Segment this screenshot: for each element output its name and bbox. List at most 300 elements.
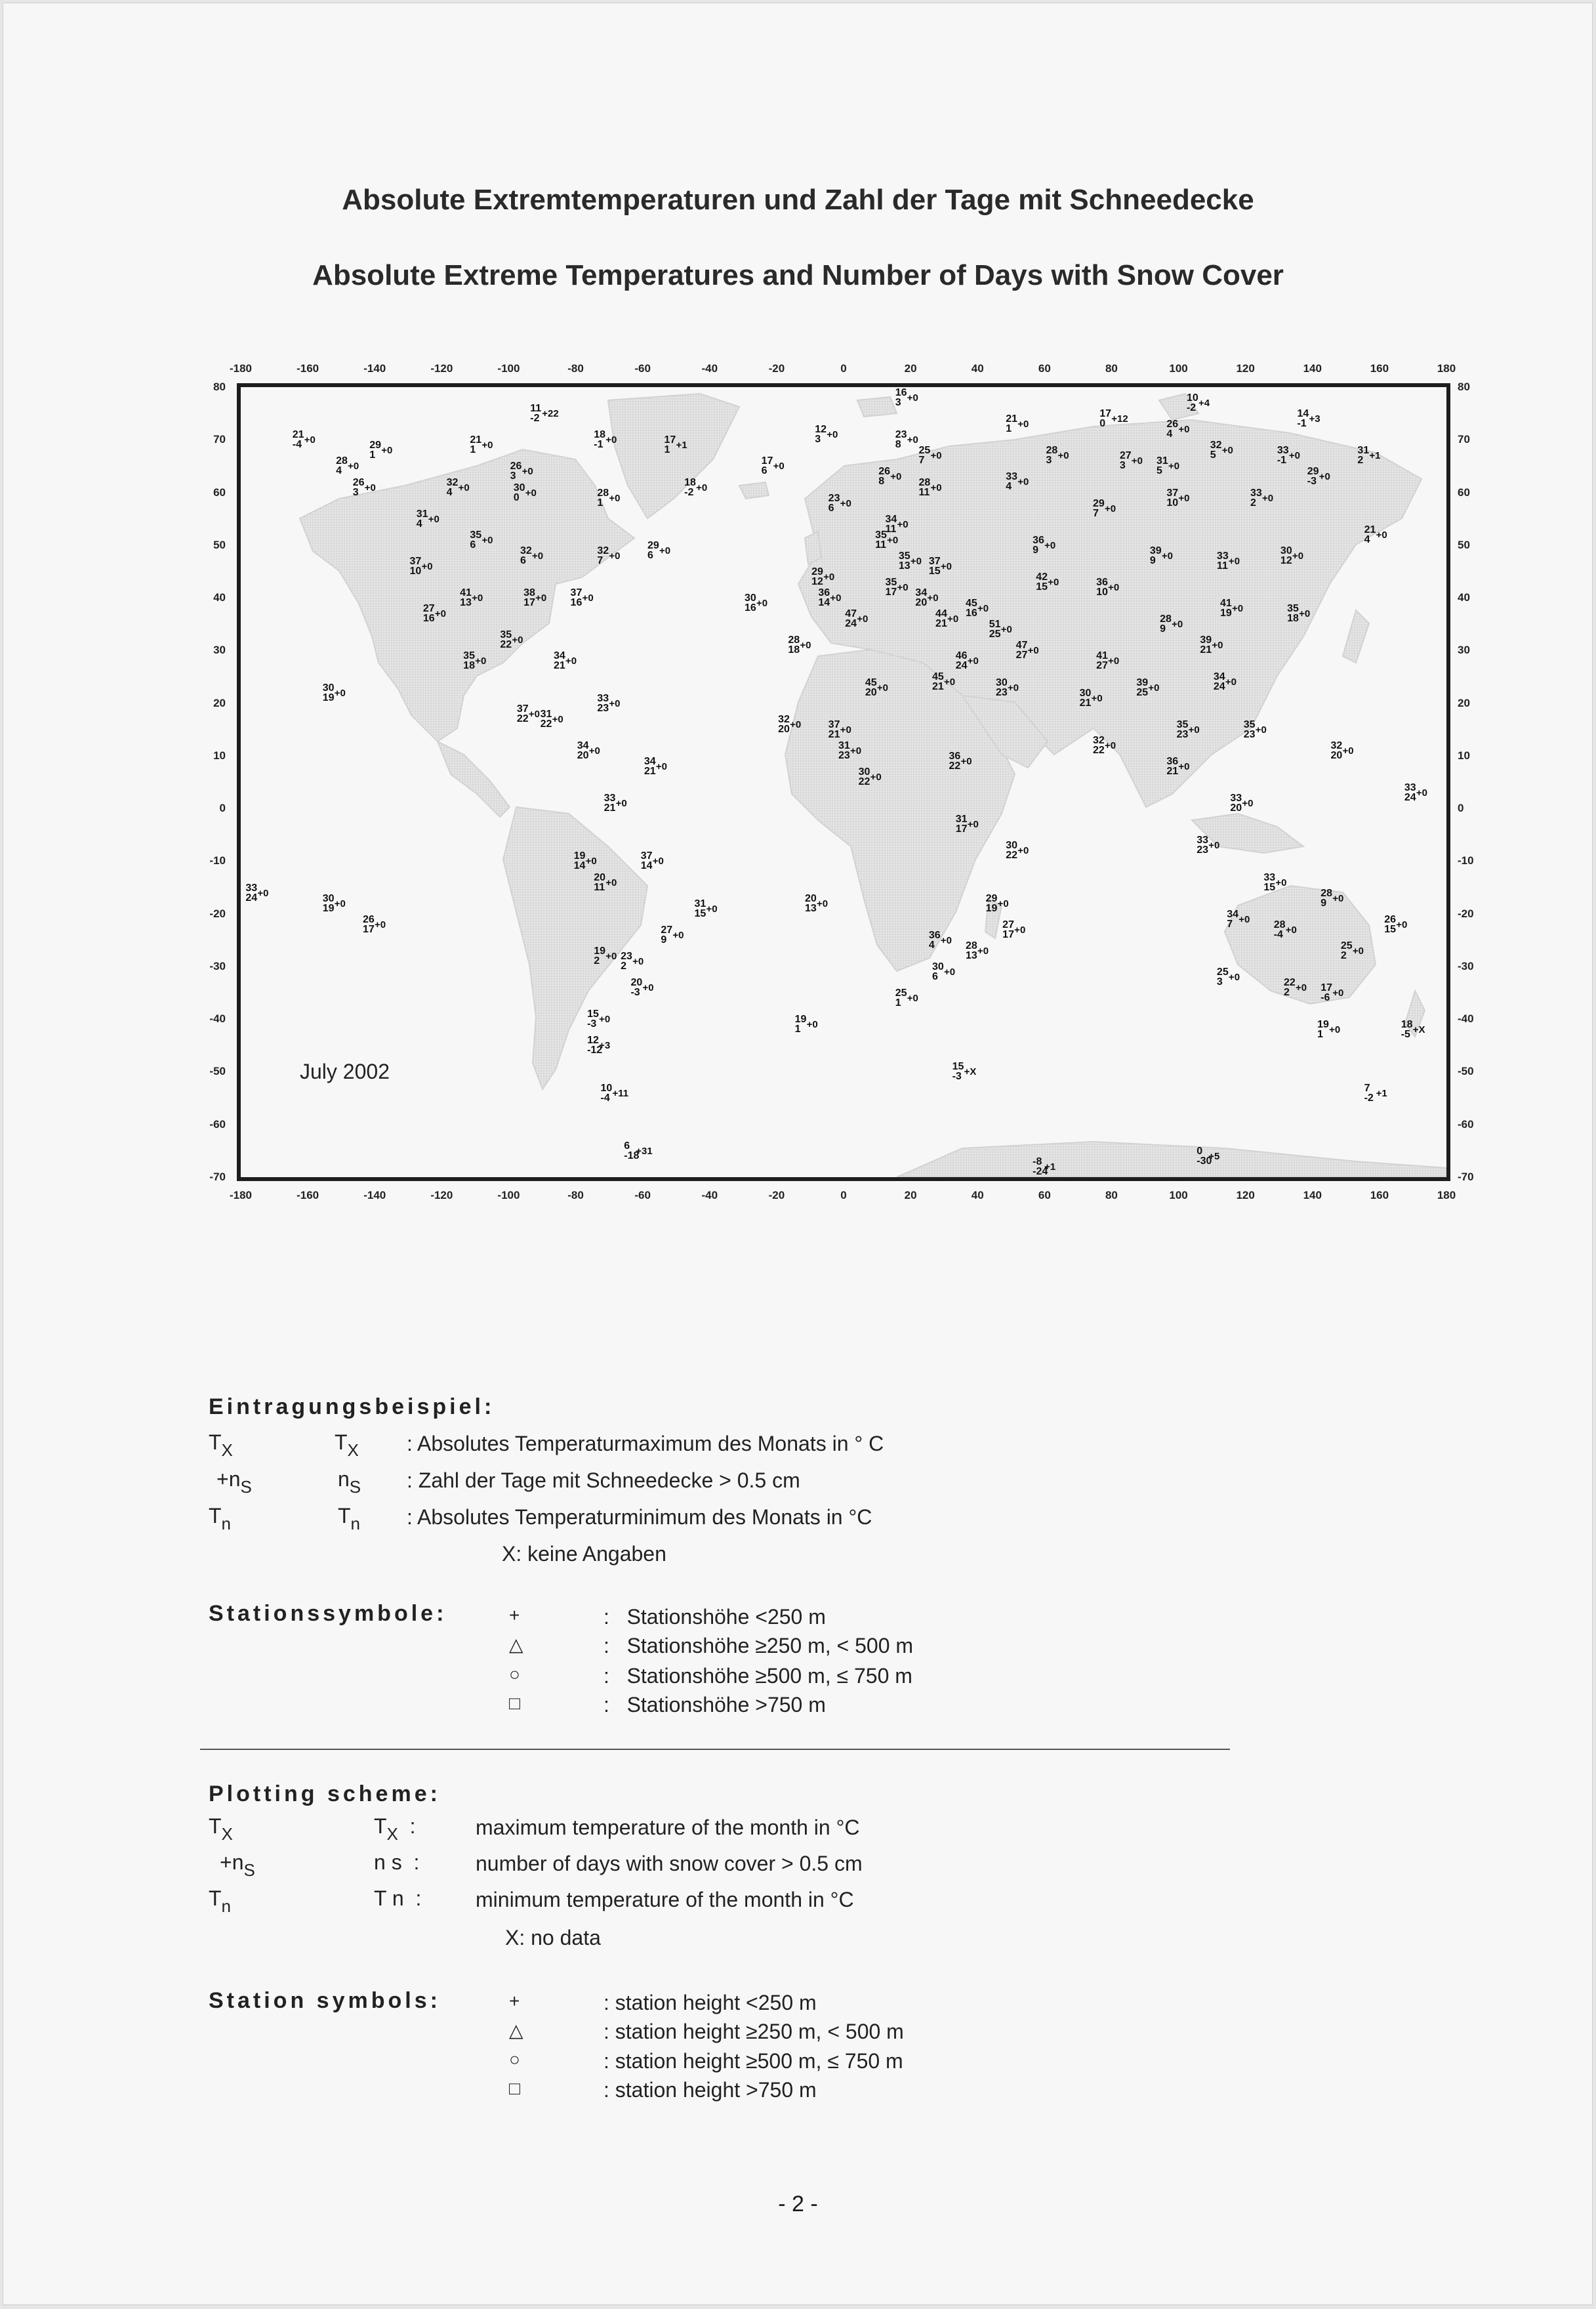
station-plot	[966, 598, 989, 619]
station-tmin: 23	[838, 749, 850, 761]
station-tmax: 26	[363, 913, 375, 925]
station-tmin: 10	[409, 565, 422, 577]
station-tmax: 17	[761, 455, 773, 467]
station-snow-days: + 0	[1319, 472, 1330, 482]
station-tmin: 4	[1006, 481, 1012, 493]
station-tmin: 17	[1002, 928, 1014, 940]
station-tmin: 11	[1216, 560, 1228, 572]
station-snow-days: + 0	[605, 951, 617, 961]
station-plot	[1273, 919, 1297, 940]
station-snow-days: + 0	[1238, 915, 1250, 925]
station-snow-days: + 0	[616, 799, 627, 808]
station-snow-days: + 0	[1416, 788, 1427, 798]
station-tmax: 34	[1213, 671, 1225, 683]
station-snow-days: + 0	[773, 461, 785, 471]
station-tmin: -2	[1364, 1092, 1374, 1104]
station-tmax: 26	[510, 461, 522, 472]
station-plot	[1093, 734, 1116, 756]
station-plot	[865, 676, 888, 698]
station-plot	[1307, 466, 1330, 488]
station-plot	[898, 550, 922, 572]
station-tmax: 32	[1210, 440, 1222, 451]
station-tmin: 1	[1317, 1029, 1323, 1041]
station-snow-days: + 0	[1212, 640, 1223, 650]
station-tmax: 35	[898, 550, 911, 562]
lat-tick-right: -60	[1458, 1117, 1474, 1131]
station-plot	[573, 850, 597, 872]
station-tmax: 31	[1156, 455, 1168, 467]
station-tmin: 25	[1136, 686, 1149, 698]
station-tmin: 24	[1404, 792, 1416, 804]
station-tmin: -18	[624, 1150, 640, 1161]
station-plot	[804, 892, 829, 914]
lat-tick-right: -70	[1458, 1171, 1474, 1183]
station-tmin: 21	[1200, 644, 1212, 656]
station-snow-days: + 0	[381, 446, 392, 455]
station-tmax: 33	[1216, 550, 1229, 562]
lon-tick-top: -40	[701, 362, 718, 375]
station-tmax: 21	[1364, 524, 1376, 535]
station-tmin: 15	[1263, 881, 1276, 893]
station-plot	[597, 487, 621, 509]
symbol-en-4: : station height >750 m	[604, 2078, 817, 2102]
station-snow-days: + 22	[542, 409, 558, 419]
station-tmax: 16	[895, 387, 907, 399]
station-tmax: 26	[352, 476, 365, 488]
station-tmin: 21	[604, 802, 616, 814]
station-snow-days: + 1	[1376, 1089, 1387, 1098]
title-english: Absolute Extreme Temperatures and Number of Days with Snow Cover	[312, 259, 1284, 291]
station-tmin: 1	[369, 449, 376, 461]
station-tmax: 21	[1006, 413, 1018, 425]
station-snow-days: + 0	[586, 856, 597, 866]
station-plot	[510, 461, 533, 482]
lon-tick-top: -60	[634, 362, 651, 375]
station-snow-days: + 0	[609, 551, 620, 561]
station-tmax: 34	[1227, 908, 1239, 920]
lat-tick-left: 30	[213, 644, 226, 657]
lat-tick-right: -20	[1458, 907, 1474, 920]
lon-tick-bottom: 120	[1236, 1189, 1255, 1201]
station-plot	[1357, 445, 1381, 467]
station-tmax: 32	[597, 545, 609, 556]
station-plot	[1176, 718, 1200, 740]
station-snow-days: + 0	[857, 614, 868, 624]
station-tmin: 13	[460, 597, 472, 609]
station-tmin: 16	[422, 613, 435, 625]
station-tmin: 13	[804, 902, 817, 914]
world-map	[237, 383, 1450, 1181]
station-snow-days: + 0	[1162, 551, 1173, 561]
station-tmax: 14	[1297, 408, 1309, 420]
lon-tick-top: -20	[768, 362, 785, 375]
station-tmin: 3	[352, 486, 359, 498]
station-tmin: 23	[1176, 728, 1189, 740]
station-tmin: 6	[470, 539, 476, 551]
station-snow-days: + 0	[1108, 583, 1119, 593]
station-plot	[1384, 913, 1408, 935]
station-tmin: 15	[928, 565, 941, 577]
station-snow-days: + 0	[257, 888, 268, 898]
station-snow-days: + 1	[676, 440, 687, 450]
station-plot	[918, 476, 942, 498]
station-plot	[1401, 1019, 1425, 1041]
station-tmin: -3	[630, 987, 640, 999]
section-divider	[200, 1749, 1230, 1750]
station-snow-days: + 0	[1329, 1025, 1340, 1035]
station-snow-days: + 0	[1275, 878, 1286, 888]
station-tmax: 33	[1277, 445, 1289, 457]
station-plot	[1227, 908, 1250, 930]
station-tmin: 19	[985, 902, 998, 914]
station-snow-days: + 0	[335, 899, 346, 909]
station-tmin: 3	[1046, 455, 1052, 467]
station-plot	[513, 482, 537, 503]
station-tmax: 26	[1384, 913, 1396, 925]
lat-tick-right: 70	[1458, 433, 1470, 446]
station-tmax: 19	[594, 945, 606, 957]
lon-tick-bottom: 180	[1437, 1189, 1456, 1201]
station-plot	[885, 577, 909, 598]
station-tmax: 37	[828, 718, 840, 730]
station-snow-days: + 0	[1343, 746, 1354, 756]
station-tmax: 30	[513, 482, 525, 493]
station-snow-days: + 0	[944, 967, 955, 977]
station-snow-days: + 0	[823, 572, 834, 582]
lat-tick-right: 30	[1458, 644, 1470, 657]
legend-de-no-data: X: keine Angaben	[502, 1542, 666, 1566]
station-tmin: 21	[828, 728, 840, 740]
lon-tick-top: 100	[1169, 362, 1188, 375]
lon-tick-bottom: -180	[229, 1189, 253, 1201]
station-tmin: 9	[1160, 623, 1166, 635]
station-plot	[1320, 982, 1344, 1004]
station-tmax: 37	[640, 850, 653, 862]
station-tmin: 13	[966, 949, 977, 961]
station-snow-days: + 0	[907, 393, 918, 403]
station-tmin: -3	[587, 1018, 597, 1030]
station-plot	[895, 988, 918, 1009]
station-tmin: 0	[1099, 418, 1106, 430]
lat-tick-right: -50	[1458, 1065, 1474, 1078]
station-snow-days: + 0	[1148, 683, 1159, 693]
station-tmin: 6	[520, 554, 526, 566]
lon-tick-top: -160	[297, 362, 319, 375]
station-snow-days: + 0	[522, 467, 533, 476]
station-tmax: 15	[587, 1009, 599, 1020]
station-tmax: 34	[644, 755, 656, 767]
station-plot	[1015, 640, 1039, 661]
station-tmin: 21	[1166, 765, 1179, 777]
station-plot	[1320, 887, 1344, 909]
station-snow-days: + 0	[1229, 556, 1240, 566]
station-plot	[1297, 408, 1320, 430]
station-plot	[1287, 603, 1311, 625]
station-snow-days: + 0	[1332, 894, 1343, 904]
station-snow-days: + 0	[977, 946, 989, 956]
station-tmin: 15	[1384, 923, 1396, 935]
station-tmax: 33	[597, 692, 609, 704]
station-tmax: 27	[1119, 450, 1132, 462]
station-tmax: 34	[885, 513, 897, 525]
legend-en-row-3-desc: minimum temperature of the month in °C	[476, 1888, 854, 1911]
station-tmin: 10	[1096, 587, 1108, 598]
lon-tick-bottom: 80	[1105, 1189, 1118, 1201]
station-snow-days: + 0	[1105, 741, 1116, 751]
station-snow-days: + 0	[897, 520, 908, 530]
station-tmax: 32	[1330, 739, 1343, 751]
station-tmin: 20	[778, 723, 790, 735]
station-tmin: 3	[1216, 976, 1223, 988]
station-snow-days: + 0	[807, 1020, 818, 1030]
triangle-icon: △	[509, 2020, 523, 2041]
lon-tick-top: 60	[1038, 362, 1051, 375]
station-tmin: 4	[336, 465, 342, 477]
station-plot	[1166, 755, 1190, 777]
lat-tick-left: -50	[209, 1065, 226, 1078]
station-tmin: 18	[788, 644, 800, 656]
station-plot	[1166, 487, 1190, 509]
station-snow-days: + 0	[589, 746, 600, 756]
station-tmax: 28	[1273, 919, 1286, 930]
station-tmax: 33	[1250, 487, 1262, 499]
station-tmin: 20	[865, 686, 877, 698]
legend-de-row-2-col1: $+n_S$	[216, 1467, 252, 1497]
station-plot	[995, 676, 1019, 698]
station-tmax: 37	[928, 555, 941, 567]
station-plot	[621, 950, 644, 972]
station-plot	[845, 608, 869, 630]
station-tmax: 35	[470, 529, 482, 541]
station-snow-days: + 0	[659, 546, 670, 556]
station-plot	[1166, 419, 1190, 440]
station-snow-days: + 0	[907, 993, 918, 1003]
station-tmax: 10	[1186, 392, 1198, 404]
station-snow-days: + 0	[1256, 725, 1267, 735]
legend-de-row-2-col2: $n_S$	[338, 1467, 361, 1497]
station-plot	[597, 545, 621, 566]
station-snow-days: + 0	[1178, 425, 1189, 434]
station-tmax: 35	[463, 650, 475, 662]
station-tmin: 10	[1166, 497, 1179, 509]
station-plot	[788, 634, 811, 656]
station-snow-days: + 0	[435, 609, 446, 619]
lon-tick-top: -80	[567, 362, 584, 375]
station-plot	[554, 650, 577, 672]
station-snow-days: + 0	[897, 583, 908, 593]
station-tmax: 35	[875, 529, 887, 541]
station-tmax: 30	[322, 892, 335, 904]
station-snow-days: + 0	[1178, 762, 1189, 772]
lon-tick-bottom: 160	[1370, 1189, 1389, 1201]
station-tmin: 19	[322, 902, 335, 914]
legend-en-row-1-col2: $T_X$ :	[374, 1814, 416, 1844]
station-tmin: 16	[570, 597, 583, 609]
square-icon: □	[509, 1693, 520, 1713]
station-snow-days: + 0	[1286, 925, 1297, 935]
station-plot	[1277, 445, 1300, 467]
lat-tick-left: -60	[209, 1117, 226, 1131]
station-plot	[778, 713, 802, 735]
legend-en-row-3-col2: T n :	[374, 1886, 422, 1910]
station-plot	[1210, 440, 1233, 461]
lat-tick-right: 50	[1458, 538, 1470, 551]
station-tmax: 39	[1149, 545, 1162, 556]
station-plot	[1364, 524, 1387, 545]
station-tmax: 36	[1033, 534, 1044, 546]
station-plot	[915, 587, 939, 609]
station-tmax: 19	[1317, 1019, 1329, 1031]
station-plot	[640, 850, 664, 872]
lon-tick-top: 80	[1105, 362, 1118, 375]
station-tmax: 28	[1160, 614, 1172, 625]
lon-tick-top: -120	[430, 362, 453, 375]
station-tmax: 15	[952, 1061, 964, 1073]
station-tmin: 7	[918, 455, 925, 467]
station-snow-days: + 0	[1017, 419, 1029, 429]
station-tmax: 36	[1096, 577, 1108, 588]
station-snow-days: + 0	[887, 535, 898, 545]
station-snow-days: + 0	[421, 562, 432, 572]
station-snow-days: + 0	[931, 451, 942, 461]
station-tmax: 18	[594, 429, 606, 441]
lon-tick-top: 140	[1303, 362, 1322, 375]
station-snow-days: + 0	[877, 683, 888, 693]
station-tmax: 23	[895, 429, 907, 441]
station-plot	[1096, 577, 1120, 598]
station-plot	[1220, 598, 1244, 619]
station-tmin: 4	[446, 486, 453, 498]
station-plot	[1284, 977, 1307, 999]
plus-icon: +	[509, 1991, 520, 2011]
station-snow-days: + 0	[459, 483, 470, 493]
station-tmin: 24	[845, 618, 857, 630]
station-tmin: 6	[647, 549, 653, 561]
station-plot	[1160, 614, 1183, 635]
station-tmin: 15	[1036, 581, 1048, 593]
station-tmax: 19	[794, 1014, 807, 1026]
station-plot	[1099, 408, 1128, 430]
lon-tick-top: 120	[1236, 362, 1255, 375]
station-tmin: -12	[587, 1045, 603, 1056]
station-plot	[322, 892, 346, 914]
station-tmax: 0	[1197, 1145, 1203, 1157]
station-tmax: 39	[1200, 634, 1212, 646]
legend-de-row-2-desc: : Zahl der Tage mit Schneedecke > 0.5 cm	[407, 1468, 800, 1492]
legend-de-row-1-col2: $T_X$	[335, 1430, 359, 1460]
station-snow-days: + 5	[1208, 1152, 1219, 1161]
station-tmax: 30	[322, 682, 335, 694]
station-plot	[1250, 487, 1274, 509]
station-tmin: 7	[597, 554, 604, 566]
station-snow-days: + 0	[931, 483, 942, 493]
station-tmax: 10	[600, 1082, 613, 1094]
station-snow-days: + 0	[529, 709, 540, 719]
station-tmax: 28	[1046, 445, 1058, 457]
station-snow-days: + 0	[1008, 683, 1019, 693]
station-snow-days: + 0	[512, 635, 523, 645]
station-tmin: 22	[516, 713, 529, 724]
station-snow-days: + 0	[1242, 799, 1253, 808]
station-tmax: 27	[422, 603, 435, 615]
legend-de-row-3-col1: $T_n$	[209, 1504, 232, 1533]
station-plot	[1046, 445, 1069, 467]
lon-tick-bottom: 140	[1303, 1189, 1322, 1201]
station-plot	[369, 440, 393, 461]
station-snow-days: + 0	[968, 656, 979, 666]
station-tmax: 31	[955, 814, 968, 825]
station-tmax: 23	[621, 950, 632, 962]
station-tmin: 21	[931, 681, 944, 693]
station-snow-days: + 0	[375, 920, 386, 930]
station-tmin: 3	[815, 434, 821, 446]
symbol-en-2: : station height ≥250 m, < 500 m	[604, 2020, 904, 2043]
station-plot	[1033, 1155, 1056, 1177]
station-tmax: 30	[1006, 840, 1018, 852]
lon-tick-top: 20	[904, 362, 917, 375]
station-plot	[1404, 782, 1427, 804]
station-plot	[1317, 1019, 1341, 1041]
lat-tick-left: 80	[213, 381, 226, 393]
station-tmax: 33	[1197, 835, 1209, 846]
station-plot	[416, 508, 440, 530]
station-tmax: 41	[460, 587, 472, 599]
station-plot	[1149, 545, 1173, 566]
station-tmin: 11	[875, 539, 887, 551]
station-tmax: 33	[1230, 793, 1242, 804]
station-plot	[1136, 676, 1160, 698]
station-plot	[661, 924, 684, 946]
station-plot	[1243, 718, 1267, 740]
station-snow-days: + 0	[1168, 461, 1179, 471]
lon-tick-bottom: -40	[701, 1189, 718, 1201]
station-tmax: 35	[1243, 718, 1256, 730]
station-tmin: 18	[463, 660, 475, 672]
station-tmin: -30	[1197, 1155, 1212, 1167]
station-tmax: 25	[1216, 966, 1229, 978]
station-plot	[985, 892, 1009, 914]
station-snow-days: + 3	[1309, 414, 1320, 424]
station-snow-days: + 0	[1014, 925, 1025, 935]
station-tmin: 2	[1250, 497, 1256, 509]
station-snow-days: + 0	[1229, 972, 1240, 982]
station-tmax: 6	[624, 1140, 630, 1152]
station-plot	[878, 466, 902, 488]
station-snow-days: + 0	[968, 820, 979, 829]
station-tmin: 14	[818, 597, 830, 609]
plus-icon: +	[509, 1605, 520, 1625]
station-tmax: 20	[804, 892, 817, 904]
station-plot	[470, 529, 493, 551]
station-plot	[955, 650, 979, 672]
station-plot	[470, 434, 493, 456]
station-tmin: 23	[597, 702, 609, 714]
station-tmin: 21	[935, 618, 947, 630]
station-tmin: -1	[1277, 455, 1287, 467]
station-plot	[949, 750, 972, 772]
station-tmin: 2	[621, 960, 627, 972]
station-plot	[523, 587, 547, 609]
station-snow-days: + 0	[535, 593, 546, 603]
station-tmin: 11	[885, 523, 897, 535]
station-tmin: 2	[1284, 987, 1290, 999]
station-tmin: 3	[895, 397, 901, 409]
station-tmin: 14	[573, 860, 586, 872]
station-plot	[422, 603, 447, 625]
station-tmax: 25	[918, 445, 931, 457]
station-plot	[1197, 835, 1220, 856]
station-plot	[245, 882, 269, 904]
